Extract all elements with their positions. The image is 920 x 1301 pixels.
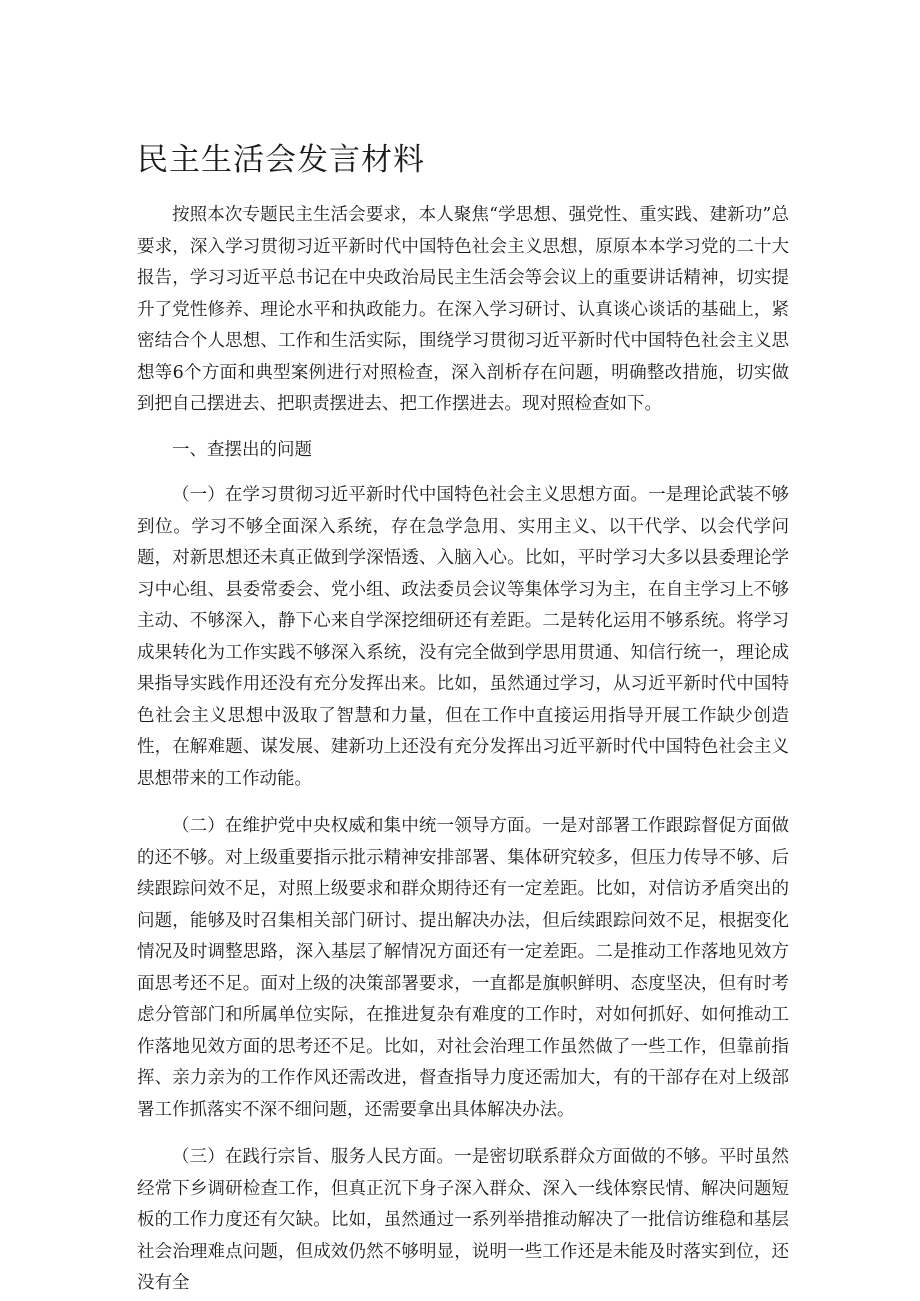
document-body [137,200,789,1300]
document-title: 民主生活会发言材料 [137,142,425,178]
section-heading: 一、查摆出的问题 [172,439,312,460]
paragraph-2: （二）在维护党中央权威和集中统一领导方面。一是对部署工作跟踪督促方面做的还不够。对上级重要指示批示精神安排部署、集体研究较多，但压力传导不够、后续跟踪问效不足，对照上级要求和群众期待还有一定差距。比如，对信访矛盾突出的问题，能够及时召集相关部门研讨、提出解决办法，但后续跟踪问效不足，根据变化情况及时调整思路，深入基层了解情况方面还有一定差距。二是推动工作落地见效方面思考还不足。面对上级的决策部署要求，一直都是旗帜鲜明、态度坚决，但有时考虑分管部门和所属单位实际，在推进复杂有难度的工作时，对如何抓好、如何推动工作落地见效方面的思考还不足。比如，对社会治理工作虽然做了一些工作，但靠前指挥、亲力亲为的工作作风还需改进，督查指导力度还需加大，有的干部存在对上级部署工作抓落实不深不细问题，还需要拿出具体解决办法。 [137,816,789,1120]
paragraph-1: （一）在学习贯彻习近平新时代中国特色社会主义思想方面。一是理论武装不够到位。学习不够全面深入系统，存在急学急用、实用主义、以干代学、以会代学问题，对新思想还未真正做到学深悟透、入脑入心。比如，平时学习大多以县委理论学习中心组、县委常委会、党小组、政法委员会议等集体学习为主，在自主学习上不够主动、不够深入，静下心来自学深挖细研还有差距。二是转化运用不够系统。将学习成果转化为工作实践不够深入系统，没有完全做到学思用贯通、知信行统一，理论成果指导实践作用还没有充分发挥出来。比如，虽然通过学习，从习近平新时代中国特色社会主义思想中汲取了智慧和力量，但在工作中直接运用指导开展工作缺少创造性，在解难题、谋发展、建新功上还没有充分发挥出习近平新时代中国特色社会主义思想带来的工作动能。 [137,485,789,789]
intro-paragraph: 按照本次专题民主生活会要求，本人聚焦“学思想、强党性、重实践、建新功”总要求，深入学习贯彻习近平新时代中国特色社会主义思想，原原本本学习党的二十大报告，学习习近平总书记在中央政治局民主生活会等会议上的重要讲话精神，切实提升了党性修养、理论水平和执政能力。在深入学习研讨、认真谈心谈话的基础上，紧密结合个人思想、工作和生活实际，围绕学习贯彻习近平新时代中国特色社会主义思想等6个方面和典型案例进行对照检查，深入剖析存在问题，明确整改措施，切实做到把自己摆进去、把职责摆进去、把工作摆进去。现对照检查如下。 [137,205,789,414]
paragraph-3: （三）在践行宗旨、服务人民方面。一是密切联系群众方面做的不够。平时虽然经常下乡调研检查工作，但真正沉下身子深入群众、深入一线体察民情、解决问题短板的工作力度还有欠缺。比如，虽然通过一系列举措推动解决了一批信访维稳和基层社会治理难点问题，但成效仍然不够明显，说明一些工作还是未能及时落实到位，还没有全 [137,1147,789,1293]
